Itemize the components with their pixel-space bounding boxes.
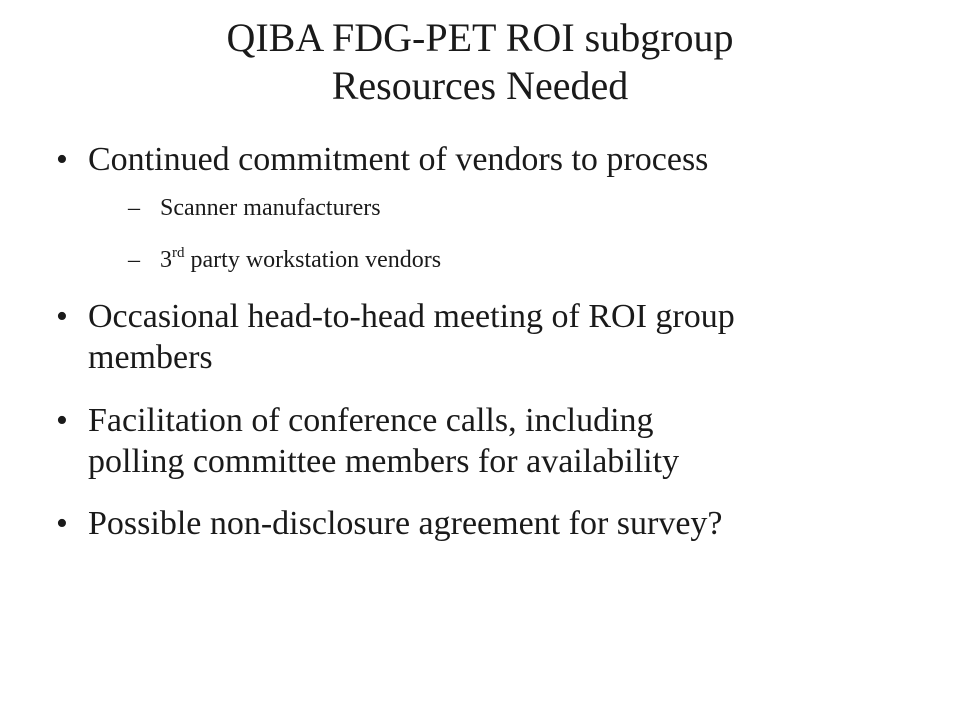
bullet-item-head-to-head-meeting	[56, 296, 936, 378]
slide-title-line-2: Resources Needed	[331, 63, 629, 108]
sub-bullet-scanner-manufacturers	[88, 194, 936, 222]
bullet-text-line-1: Facilitation of conference calls, including	[88, 402, 654, 439]
slide-title	[0, 14, 960, 110]
bullet-item-conference-calls	[56, 400, 936, 482]
ordinal-suffix: rd	[172, 245, 185, 261]
sub-bullet-text: Scanner manufacturers	[160, 195, 381, 221]
bullet-text-line-2: polling committee members for availability	[88, 443, 680, 480]
bullet-text: Continued commitment of vendors to process	[88, 141, 709, 178]
sub-bullet-text: party workstation vendors	[184, 247, 442, 273]
bullet-text: Possible non-disclosure agreement for survey?	[88, 505, 723, 542]
bullet-item-nda-survey	[56, 503, 936, 544]
bullet-item-vendor-commitment	[56, 139, 936, 274]
ordinal-number: 3	[160, 247, 172, 273]
bullet-text-line-1: Occasional head-to-head meeting of ROI group	[88, 298, 735, 335]
bullet-list	[56, 139, 936, 544]
sub-bullet-workstation-vendors	[88, 246, 936, 274]
sub-bullet-list	[88, 194, 936, 274]
slide-title-line-1: QIBA FDG-PET ROI subgroup	[226, 15, 734, 60]
bullet-text-line-2: members	[88, 339, 213, 376]
